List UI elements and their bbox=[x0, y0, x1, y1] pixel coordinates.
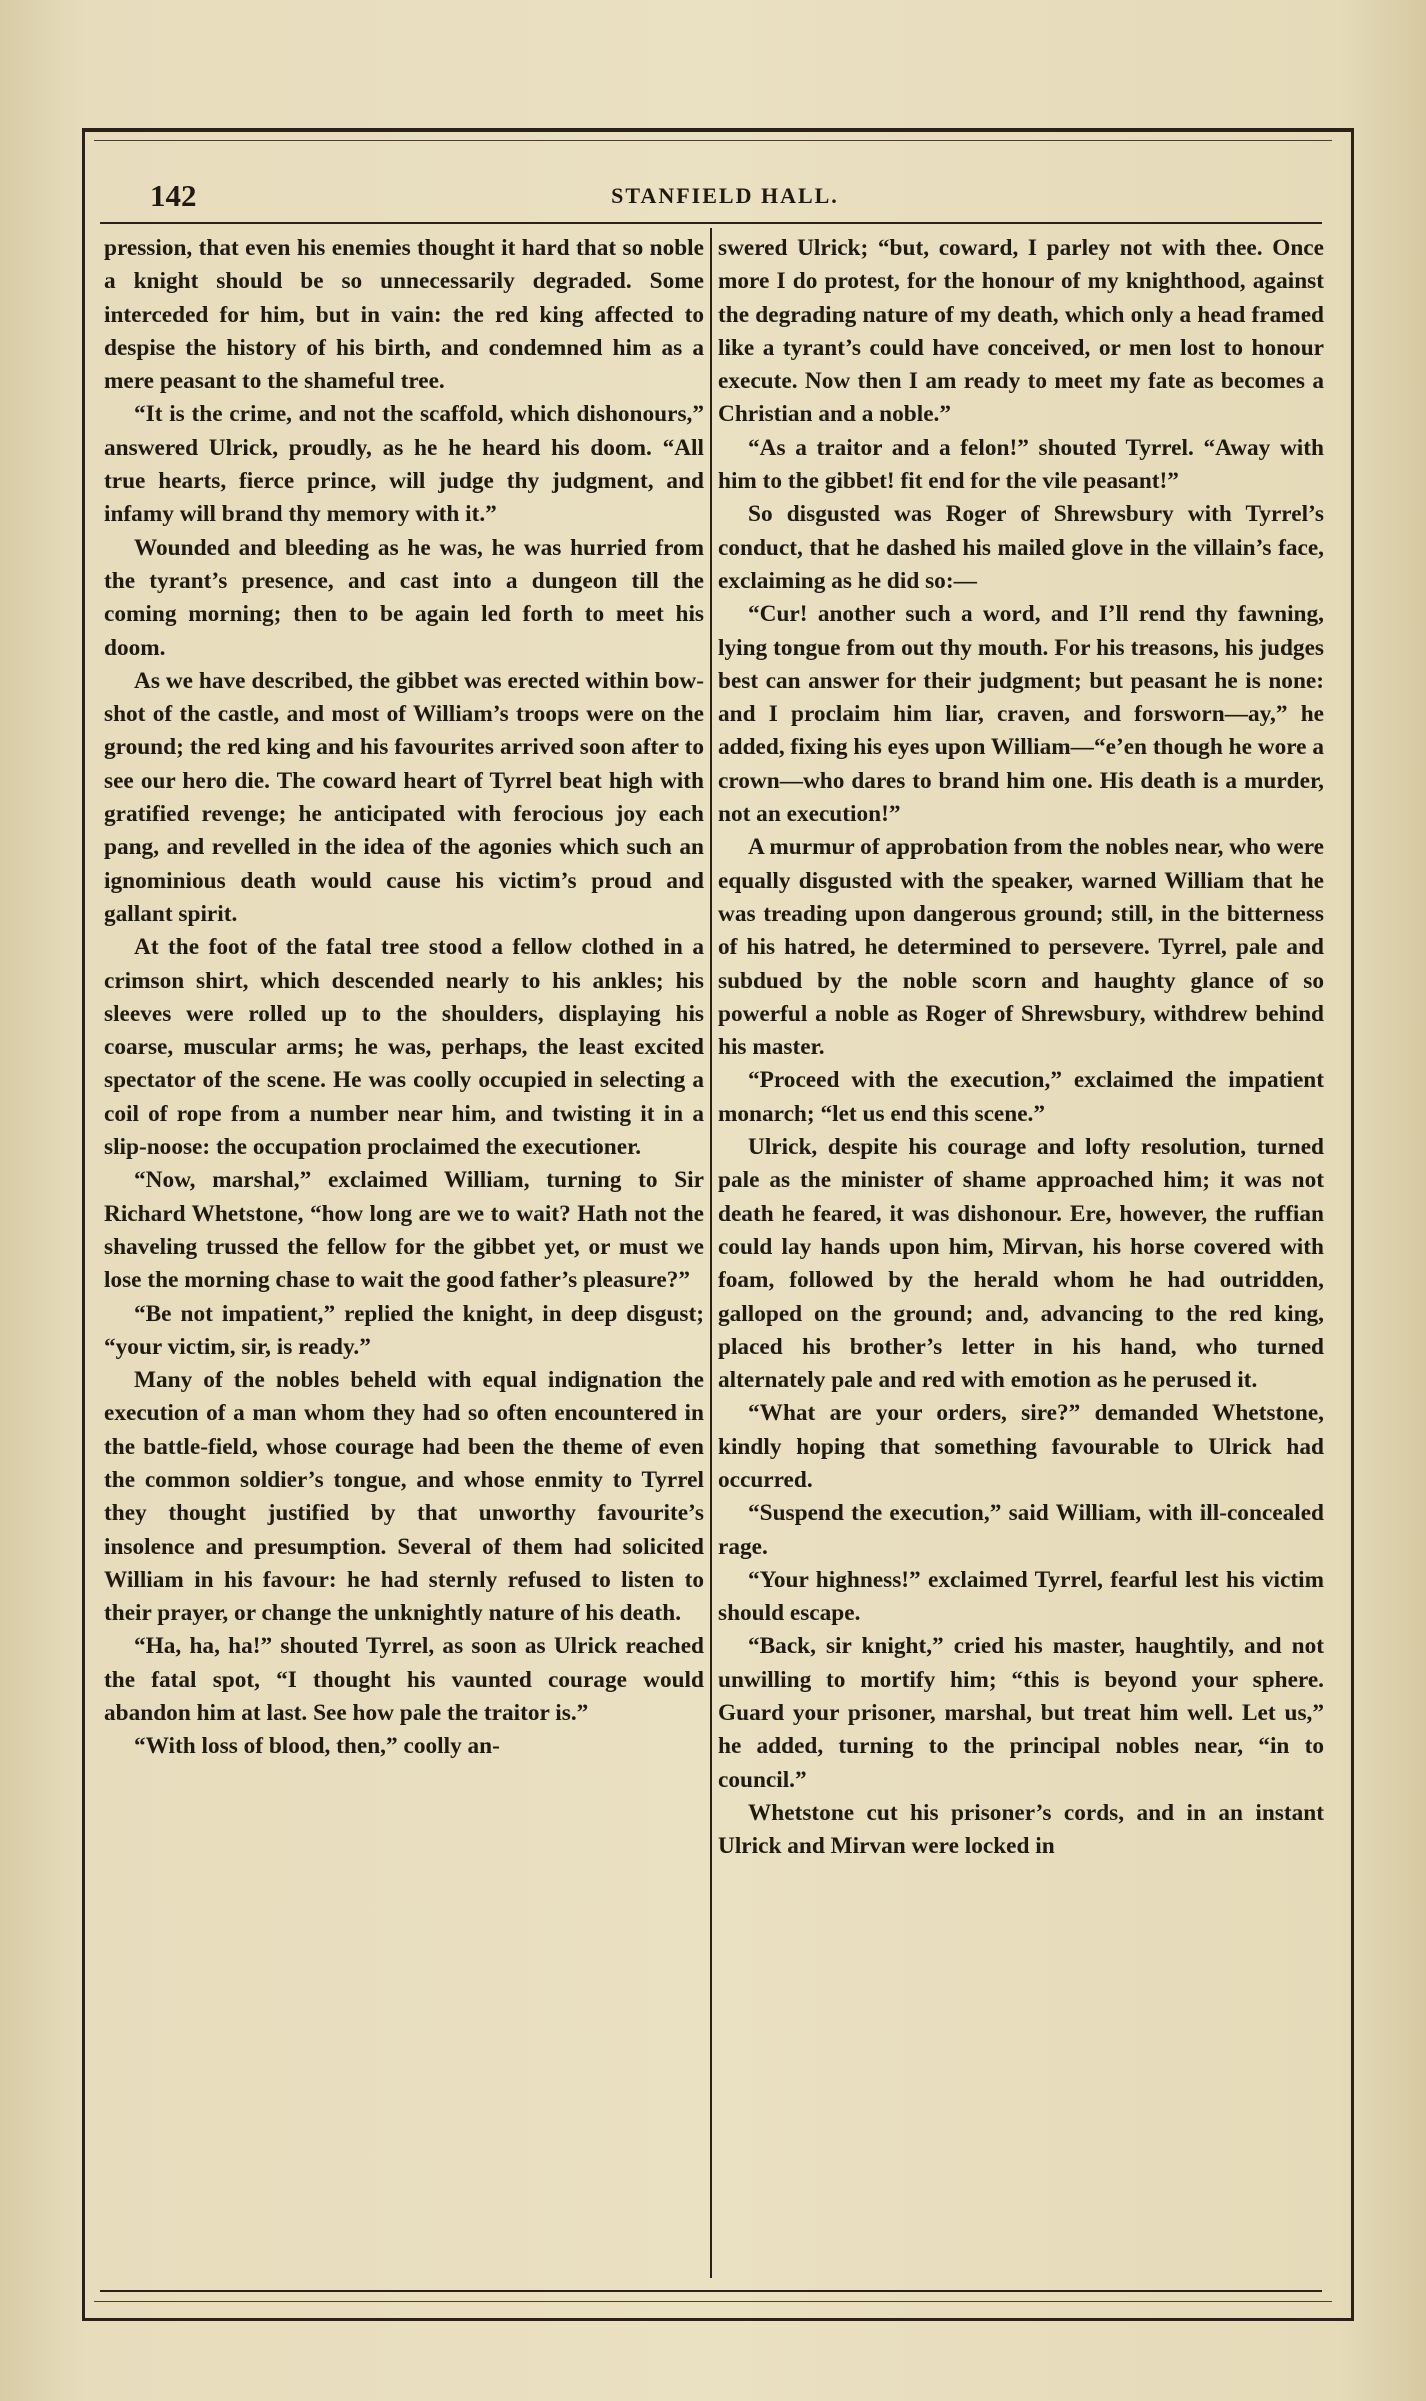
paragraph: “Ha, ha, ha!” shouted Tyrrel, as soon as Ulrick reached the fatal spot, “I thought his vaunted courage would abandon him at last. See how pale the traitor is.” bbox=[104, 1633, 704, 1727]
footer-rule bbox=[100, 2290, 1322, 2292]
paragraph: Many of the nobles beheld with equal indignation the execution of a man whom they had so often encountered in the battle-field, whose courage had been the theme of even the common soldier’s tongue, and whose enmity to Tyrrel they thought justified by that unworthy favourite’s insolence and presumption. Several of them had solicited William in his favour: he had sternly refused to listen to their prayer, or change the unknightly nature of his death. bbox=[104, 1367, 704, 1627]
paragraph: “Cur! another such a word, and I’ll rend thy fawning, lying tongue from out thy mouth. For his treasons, his judges best can answer for their judgment; but peasant he is none: and I proclaim him liar, craven, and forsworn—ay,” he added, fixing his eyes upon William—“e’en though he wore a crown—who dares to brand him one. His death is a murder, not an execution!” bbox=[718, 601, 1324, 828]
left-column bbox=[104, 232, 704, 2272]
paragraph: swered Ulrick; “but, coward, I parley not with thee. Once more I do protest, for the honour of my knighthood, against the degrading nature of my death, which only a head framed like a tyrant’s could have conceived, or men lost to honour execute. Now then I am ready to meet my fate as becomes a Christian and a noble.” bbox=[718, 235, 1324, 428]
paragraph: “Suspend the execution,” said William, with ill-concealed rage. bbox=[718, 1500, 1324, 1560]
paragraph: “Back, sir knight,” cried his master, haughtily, and not unwilling to mortify him; “this is beyond your sphere. Guard your prisoner, marshal, but treat him well. Let us,” he added, turning to the principal nobles near, “in to council.” bbox=[718, 1633, 1324, 1793]
paragraph: pression, that even his enemies thought it hard that so noble a knight should be so unnecessarily degraded. Some interceded for him, but in vain: the red king affected to despise the history of his birth, and condemned him as a mere peasant to the shameful tree. bbox=[104, 235, 704, 395]
paragraph: As we have described, the gibbet was erected within bow-shot of the castle, and most of William’s troops were on the ground; the red king and his favourites arrived soon after to see our hero die. The coward heart of Tyrrel beat high with gratified revenge; he anticipated with ferocious joy each pang, and revelled in the idea of the agonies which such an ignominious death would cause his victim’s proud and gallant spirit. bbox=[104, 667, 704, 927]
page-header bbox=[150, 176, 1300, 216]
page-number: 142 bbox=[150, 178, 197, 213]
paragraph: “Your highness!” exclaimed Tyrrel, fearful lest his victim should escape. bbox=[718, 1566, 1324, 1627]
paragraph: Ulrick, despite his courage and lofty resolution, turned pale as the minister of shame approached him; it was not death he feared, it was dishonour. Ere, however, the ruffian could lay hands upon him, Mirvan, his horse covered with foam, followed by the herald whom he had outridden, galloped on the ground; and, advancing to the red king, placed his brother’s letter in his hand, who turned alternately pale and red with emotion as he perused it. bbox=[718, 1134, 1324, 1394]
paragraph: “Proceed with the execution,” exclaimed the impatient monarch; “let us end this scene.” bbox=[718, 1067, 1324, 1127]
paragraph: “What are your orders, sire?” demanded Whetstone, kindly hoping that something favourable to Ulrick had occurred. bbox=[718, 1400, 1324, 1493]
paragraph: “With loss of blood, then,” coolly an- bbox=[134, 1733, 500, 1760]
paragraph: “Now, marshal,” exclaimed William, turning to Sir Richard Whetstone, “how long are we to wait? Hath not the shaveling trussed the fellow for the gibbet yet, or must we lose the morning chase to wait the good father’s pleasure?” bbox=[104, 1167, 704, 1294]
paragraph: At the foot of the fatal tree stood a fellow clothed in a crimson shirt, which descended nearly to his ankles; his sleeves were rolled up to the shoulders, displaying his coarse, muscular arms; he was, perhaps, the least excited spectator of the scene. He was coolly occupied in selecting a coil of rope from a number near him, and twisting it in a slip-noose: the occupation proclaimed the executioner. bbox=[104, 934, 704, 1161]
column-divider bbox=[710, 228, 712, 2278]
paragraph: “As a traitor and a felon!” shouted Tyrrel. “Away with him to the gibbet! fit end for the vile peasant!” bbox=[718, 434, 1324, 495]
paragraph: Wounded and bleeding as he was, he was hurried from the tyrant’s presence, and cast into a dungeon till the coming morning; then to be again led forth to meet his doom. bbox=[104, 534, 704, 661]
paragraph: “Be not impatient,” replied the knight, in deep disgust; “your victim, sir, is ready.” bbox=[104, 1300, 704, 1360]
paragraph: A murmur of approbation from the nobles near, who were equally disgusted with the speaker, warned William that he was treading upon dangerous ground; still, in the bitterness of his hatred, he determined to persevere. Tyrrel, pale and subdued by the noble scorn and haughty glance of so powerful a noble as Roger of Shrewsbury, withdrew behind his master. bbox=[718, 834, 1324, 1061]
header-rule bbox=[100, 222, 1322, 224]
paragraph: So disgusted was Roger of Shrewsbury with Tyrrel’s conduct, that he dashed his mailed glove in the villain’s face, exclaiming as he did so:— bbox=[718, 501, 1324, 594]
paragraph: “It is the crime, and not the scaffold, which dishonours,” answered Ulrick, proudly, as he he heard his doom. “All true hearts, fierce prince, will judge thy judgment, and infamy will brand thy memory with it.” bbox=[104, 401, 704, 528]
running-title: STANFIELD HALL. bbox=[611, 183, 839, 208]
right-column bbox=[718, 232, 1324, 2272]
paragraph: Whetstone cut his prisoner’s cords, and in an instant Ulrick and Mirvan were locked in bbox=[718, 1799, 1324, 1860]
